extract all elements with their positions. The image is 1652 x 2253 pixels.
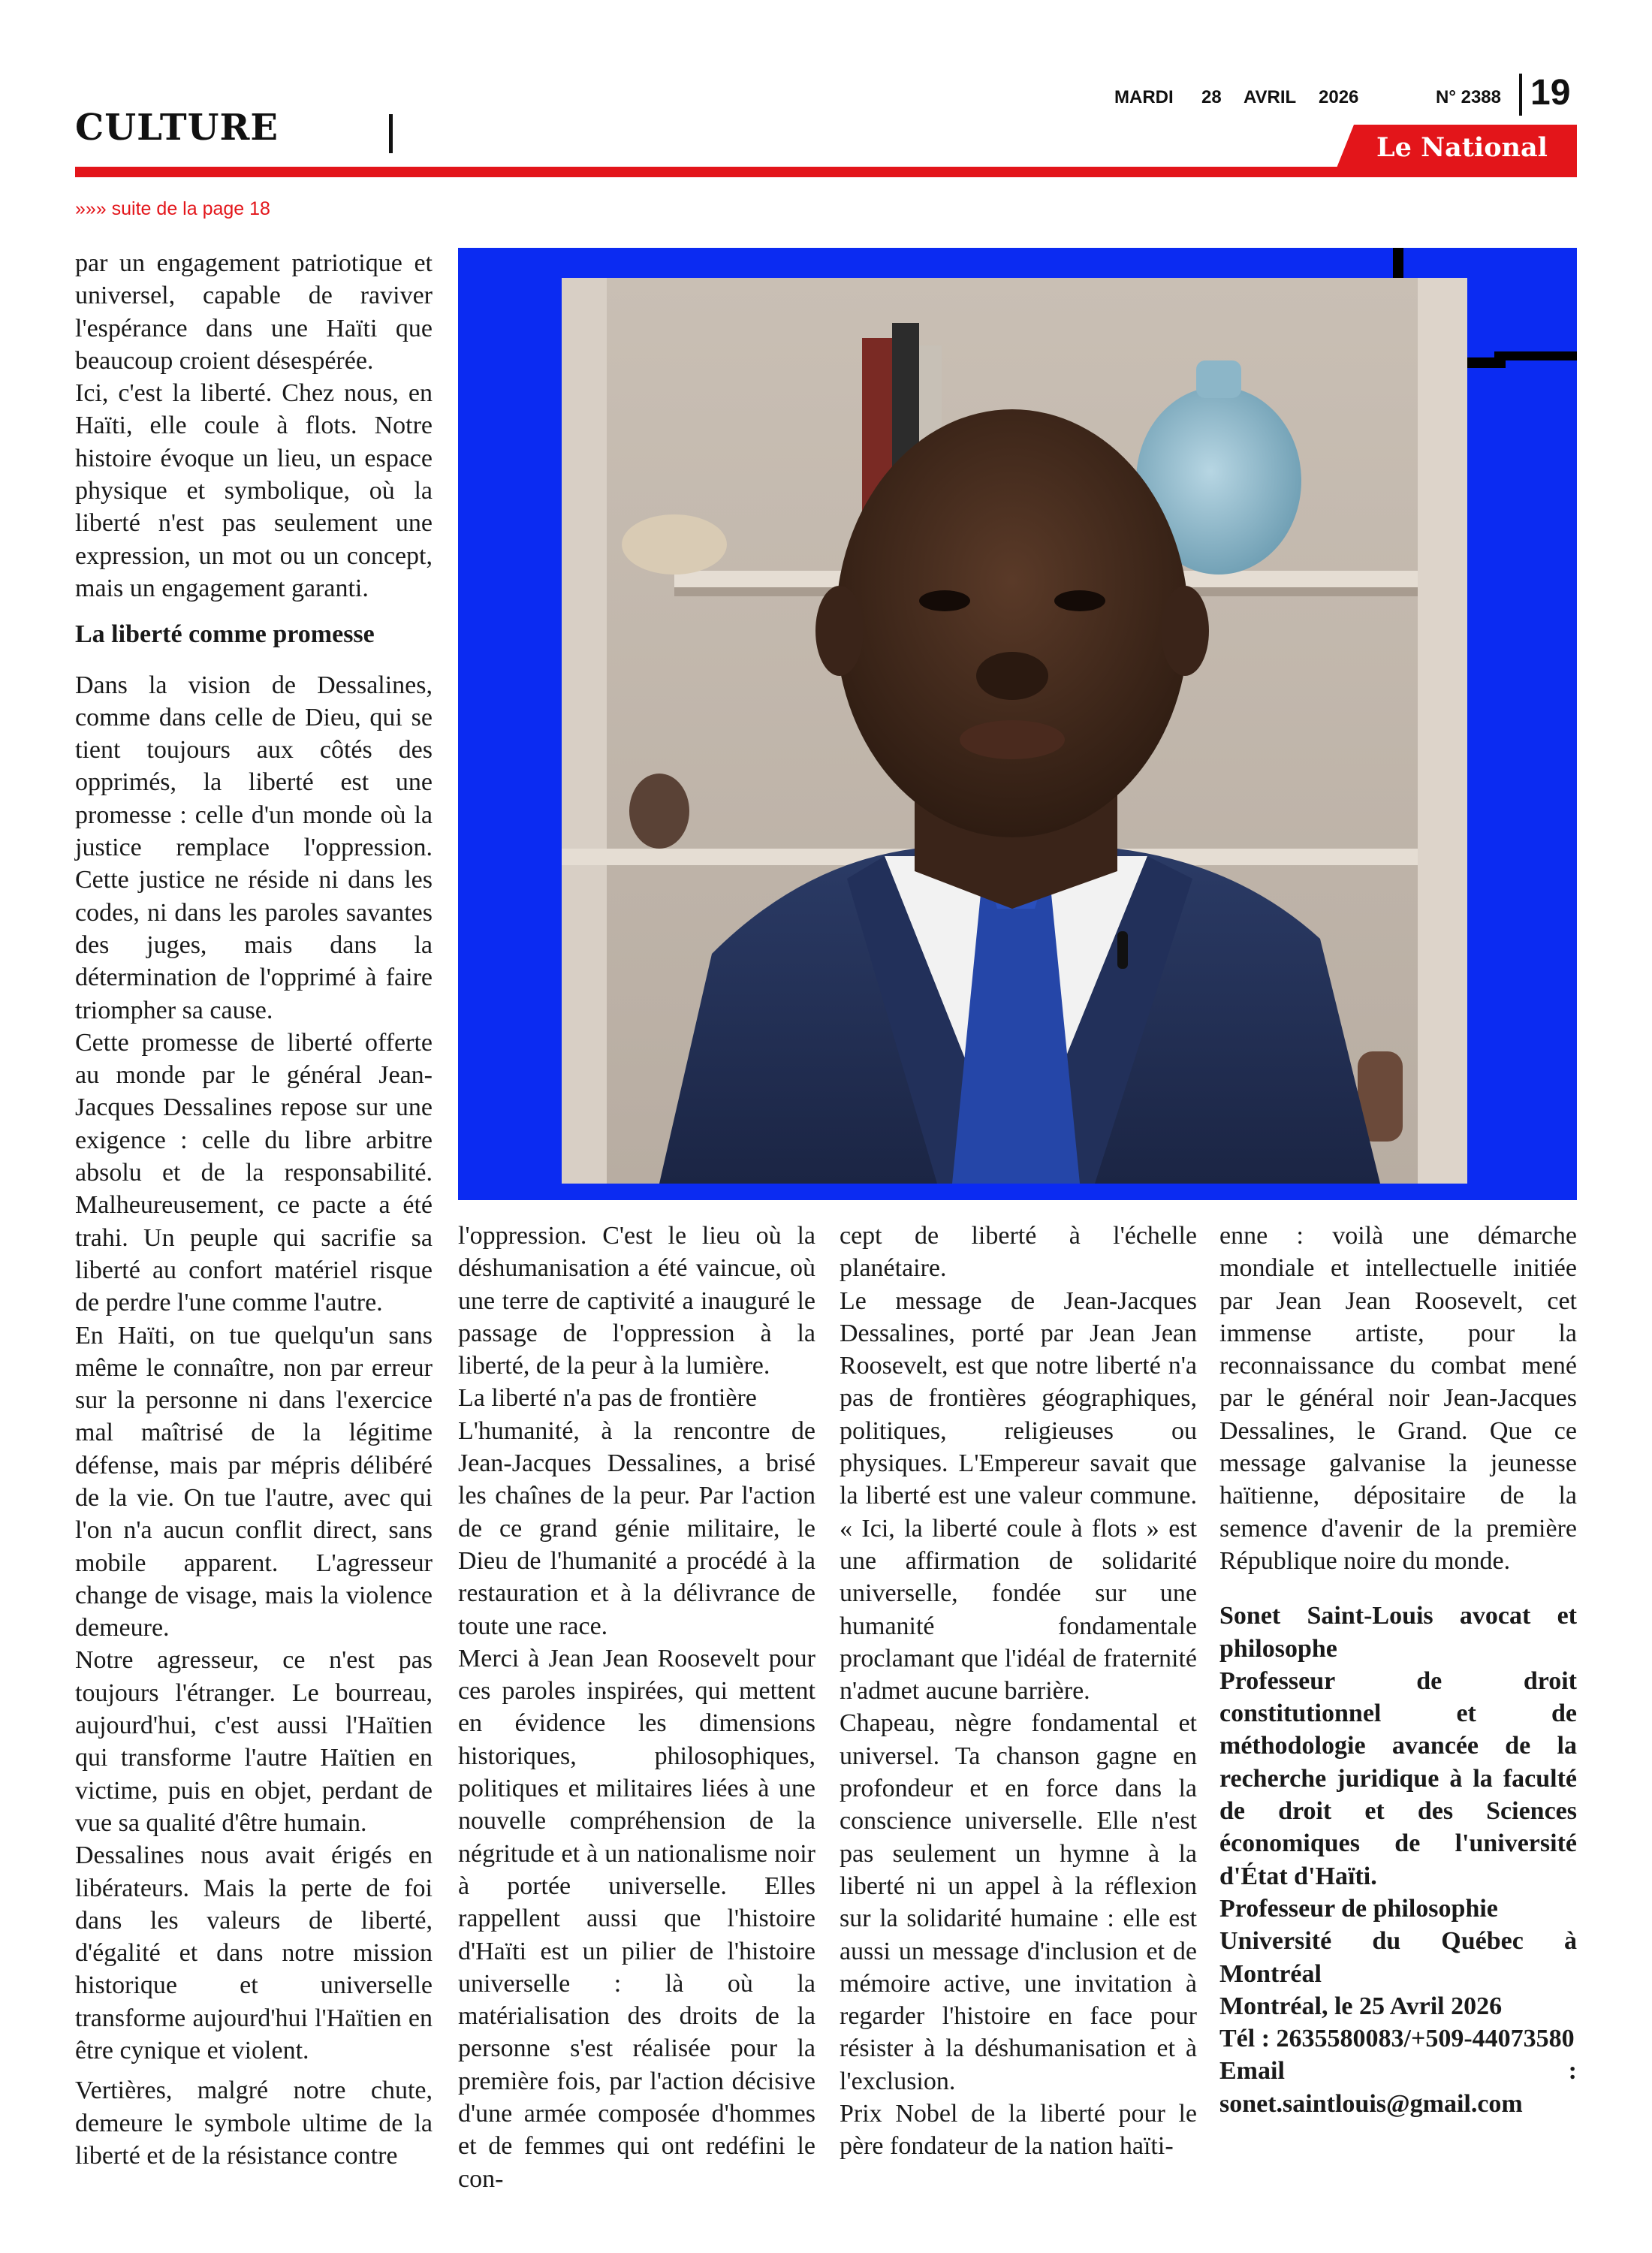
signature-date: Montréal, le 25 Avril 2026 xyxy=(1219,1992,1503,2020)
paragraph: L'humanité, à la rencontre de Jean-Jacques Dessalines, a brisé les chaînes de la peur. Par l'action de ce grand génie militaire, le Dieu de l'humanité a procédé à la restauration et à la délivrance de toute une race. xyxy=(458,1416,815,1640)
section-title: CULTURE xyxy=(75,107,279,149)
author-institution: Université du Québec à Montréal xyxy=(1219,1927,1577,1988)
paragraph: Notre agresseur, ce n'est pas toujours l'étranger. Le bourreau, aujourd'hui, c'est aussi l'Haïtien qui transforme l'autre Haïtien en victime, puis en objet, perdant de vue sa qualité d'être humain. xyxy=(75,1646,433,1837)
date-year: 2026 xyxy=(1319,87,1359,107)
date-day-name: MARDI xyxy=(1114,87,1174,107)
paragraph: Cette promesse de liberté offerte au monde par le général Jean-Jacques Dessalines repose sur une exigence : celle du libre arbitre absolu et de la responsabilité. Malheureusement, ce pacte a été trahi. Un peuple qui sacrifie sa liberté au confort matériel risque de perdre l'une comme l'autre. xyxy=(75,1028,433,1317)
paragraph: Ici, c'est la liberté. Chez nous, en Haïti, elle coule à flots. Notre histoire évoque un lieu, un espace physique et symbolique, où la liberté n'est pas seulement une expression, un mot ou un concept, mais un engagement garanti. xyxy=(75,379,433,602)
author-signature xyxy=(1219,1600,1577,2120)
paragraph: cept de liberté à l'échelle planétaire. xyxy=(840,1222,1197,1283)
frame-corner-accent-line xyxy=(1494,351,1577,360)
column-2 xyxy=(458,1220,815,2195)
paragraph: l'oppression. C'est le lieu où la déshumanisation a été vaincue, où une terre de captivité a inauguré le passage de l'oppression à la liberté, de la peur à la lumière. xyxy=(458,1222,815,1380)
paragraph: enne : voilà une démarche mondiale et intellectuelle initiée par Jean Jean Roosevelt, cet immense artiste, pour la reconnaissance du combat mené par le général noir Jean-Jacques Dessalines, le Grand. Que ce message galvanise la jeunesse haïtienne, dépositaire de la semence d'avenir de la première République noire du monde. xyxy=(1219,1222,1577,1575)
author-title-2: Professeur de philosophie xyxy=(1219,1894,1498,1923)
column-1 xyxy=(75,247,433,2172)
author-title: Professeur de droit constitutionnel et de méthodologie avancée de la recherche juridique à la faculté de droit et des Sciences économiques de l'université d'État d'Haïti. xyxy=(1219,1666,1577,1890)
page-number: 19 xyxy=(1530,73,1571,113)
date-month: AVRIL xyxy=(1244,87,1297,107)
section-divider xyxy=(389,114,393,153)
paragraph: Vertières, malgré notre chute, demeure le symbole ultime de la liberté et de la résistance contre xyxy=(75,2077,433,2170)
paragraph: Merci à Jean Jean Roosevelt pour ces paroles inspirées, qui mettent en évidence les dimensions historiques, philosophiques, politiques et militaires liées à une nouvelle compréhension de la négritude et à un nationalisme noir à portée universelle. Elles rappellent aussi que l'histoire d'Haïti est un pilier de l'histoire universelle : là où la matérialisation des droits de la personne s'est réalisée pour la première fois, par l'action décisive d'une armée composée d'hommes et de femmes qui ont redéfini le con- xyxy=(458,1644,815,2193)
brand-name: Le National xyxy=(1376,132,1548,163)
portrait-illustration xyxy=(562,278,1467,1184)
author-email: Email : sonet.saintlouis@gmail.com xyxy=(1219,2057,1577,2118)
paragraph: Dessalines nous avait érigés en libérateurs. Mais la perte de foi dans les valeurs de liberté, d'égalité et dans notre mission historique et universelle transforme aujourd'hui l'Haïtien en être cynique et violent. xyxy=(75,1841,433,2065)
paragraph: Chapeau, nègre fondamental et universel. Ta chanson gagne en profondeur et en force dans la conscience universelle. Elle n'est pas seulement un hymne à la liberté ni un appel à la réflexion sur la solidarité humaine : elle est aussi un message d'inclusion et de mémoire active, une invitation à regarder l'histoire en face pour résister à la déshumanisation et à l'exclusion. xyxy=(840,1709,1197,2095)
issue-number: N° 2388 xyxy=(1436,87,1501,107)
date-day: 28 xyxy=(1201,87,1222,107)
author-phone: Tél : 2635580083/+509-44073580 xyxy=(1219,2025,1575,2053)
paragraph: par un engagement patriotique et universel, capable de raviver l'espérance dans une Haïti que beaucoup croient désespérée. xyxy=(75,249,433,375)
paragraph: Dans la vision de Dessalines, comme dans celle de Dieu, qui se tient toujours aux côtés des opprimés, la liberté est une promesse : celle d'un monde où la justice remplace l'oppression. Cette justice ne réside ni dans les codes, ni dans les paroles savantes des juges, mais dans la détermination de l'opprimé à faire triompher sa cause. xyxy=(75,671,433,1024)
author-name: Sonet Saint-Louis avocat et philosophe xyxy=(1219,1602,1577,1663)
subheading: La liberté comme promesse xyxy=(75,620,375,649)
column-4 xyxy=(1219,1220,1577,2120)
paragraph: Prix Nobel de la liberté pour le père fondateur de la nation haïti- xyxy=(840,2100,1197,2161)
paragraph: Le message de Jean-Jacques Dessalines, porté par Jean Jean Roosevelt, est que notre liberté n'a pas de frontières géographiques, politiques, religieuses ou physiques. L'Empereur savait que la liberté est une valeur commune. « Ici, la liberté coule à flots » est une affirmation de solidarité universelle, fondée sur une humanité fondamentale proclamant que l'idéal de fraternité n'admet aucune barrière. xyxy=(840,1286,1197,1706)
continued-from: »»» suite de la page 18 xyxy=(75,198,270,219)
inline-subheading: La liberté n'a pas de frontière xyxy=(458,1384,757,1413)
column-3 xyxy=(840,1220,1197,2163)
paragraph: En Haïti, on tue quelqu'un sans même le connaître, non par erreur sur la personne ni dans l'exercice mal maîtrisé de la légitime défense, mais par mépris délibéré de la vie. On tue l'autre, avec qui l'on n'a aucun conflit direct, sans mobile apparent. L'agresseur change de visage, mais la violence demeure. xyxy=(75,1321,433,1642)
portrait-photo xyxy=(562,278,1467,1184)
page-number-divider xyxy=(1519,74,1522,116)
